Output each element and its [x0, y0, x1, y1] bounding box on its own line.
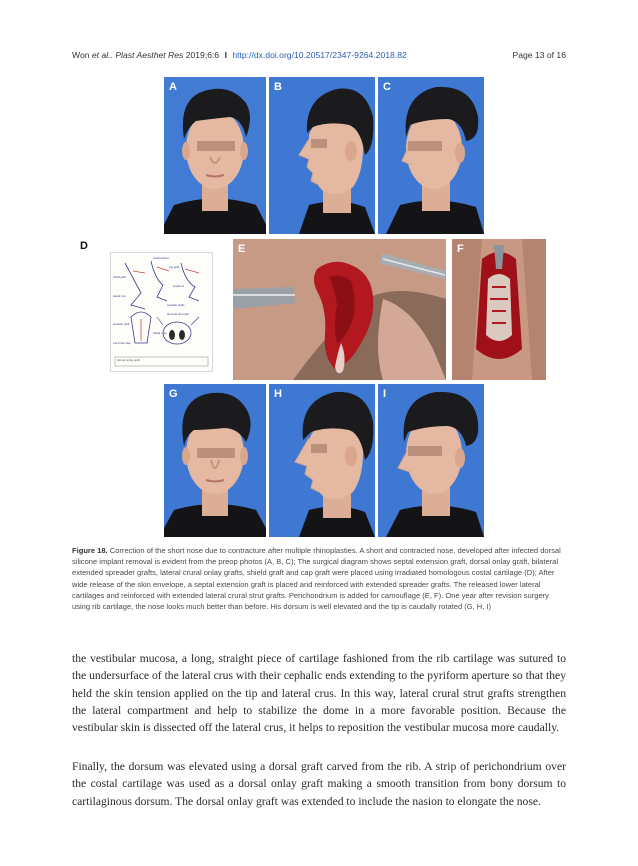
body-paragraph-1: the vestibular mucosa, a long, straight piece of cartilage fashioned from the rib cartilage was sutured to the undersurface of the lateral crus with their cephalic ends extending to the pyriform aperture so that they held the skin tension applied on the tip and lateral crus. In this way, lateral crural strut grafts strengthen the lateral compartment and help to stabilize the dome in a more favorable position. Because the vestibular skin is dissected off the lateral crus, it helps to reposition the vestibular mucosa more caudally. — [72, 652, 566, 735]
diagram-note-perichondrium: perichondrium — [153, 257, 170, 260]
body-paragraph-2: Finally, the dorsum was elevated using a dorsal graft carved from the rib. A strip of perichondrium over the costal cartilage was used as a dorsal onlay graft making a smooth transition from bony dorsum to cartilaginous dorsum. The dorsal onlay graft was extended to include the nasion to elongate the nose. — [72, 760, 566, 808]
photo-f-intraop — [452, 239, 546, 380]
panel-label-h: H — [274, 388, 282, 400]
panel-label-c: C — [383, 81, 391, 93]
diagram-note-septal-ext: septal ext — [173, 285, 185, 289]
photo-g-frontal-postop — [164, 384, 266, 537]
diagram-note-shield-graft: shield graft — [113, 275, 126, 279]
diagram-note-lat-onlay: Lat crural onlay — [113, 341, 131, 345]
photo-c-oblique — [378, 77, 484, 234]
panel-label-d-wrap — [80, 240, 92, 254]
photo-b-profile — [269, 77, 375, 234]
citation: Won et al.. Plast Aesthet Res 2019;6:6 I http://dx.doi.org/10.20517/2347-9264.2018.82 — [72, 50, 407, 60]
panel-label-g: G — [169, 388, 178, 400]
et-al: et al. — [91, 50, 111, 60]
diagram-note-shield-cap: Shield / cap — [153, 332, 167, 336]
surgical-diagram — [110, 252, 213, 372]
diagram-note-lateral-crus: lateral crus — [113, 294, 126, 298]
volume-info: 2019;6:6 — [185, 50, 220, 60]
doi-link[interactable]: http://dx.doi.org/10.20517/2347-9264.2018.82 — [232, 50, 407, 60]
photo-e-intraop — [233, 239, 446, 380]
diagram-note-spreader: spreader grafts — [167, 304, 185, 308]
panel-label-d: D — [80, 240, 88, 252]
author-name: Won — [72, 50, 90, 60]
diagram-annotations — [113, 254, 210, 356]
figure-caption-text: Correction of the short nose due to contracture after multiple rhinoplasties. A short and contracted nose, developed after infected dorsal silicone implant removal is evident from the preop photos (A, B, C); The surgical diagram shows septal extension graft, dorsal onlay graft, bilateral extended spreader grafts, lateral crural onlay grafts, shield graft and cap graft were placed using irradiated homologous costal cartilage (D); After wide release of the skin envelope, a septal extension graft is placed and reinforced with extended spreader grafts. The released lower lateral cartilages and reinforced with extended lateral crural strut grafts. Perichondrium is added for camouflage (E, F). One year after revision surgery using rib cartilage, the nose looks much better than before. His dorsum is well elevated and the tip is caudally rotated (G, H, I) — [72, 546, 561, 612]
diagram-note-spreader-2: spreader graft — [113, 322, 130, 326]
page-header — [72, 50, 566, 64]
journal-name: Plast Aesthet Res — [115, 50, 184, 60]
photo-a-frontal — [164, 77, 266, 234]
panel-label-e: E — [238, 243, 246, 255]
diagram-note-cap-graft: cap graft — [169, 266, 180, 270]
panel-label-a: A — [169, 81, 177, 93]
diagram-note-lat-strut: lat crural strut graft — [167, 313, 189, 317]
page-number: Page 13 of 16 — [512, 50, 566, 60]
panel-label-f: F — [457, 243, 464, 255]
separator: I — [224, 50, 227, 60]
panel-label-b: B — [274, 81, 282, 93]
figure-caption — [72, 545, 566, 612]
photo-h-profile-postop — [269, 384, 375, 537]
panel-label-i: I — [383, 388, 387, 400]
figure-label: Figure 18. — [72, 546, 108, 555]
diagram-footer: dorsal onlay graft — [117, 358, 141, 362]
photo-i-oblique-postop — [378, 384, 484, 537]
